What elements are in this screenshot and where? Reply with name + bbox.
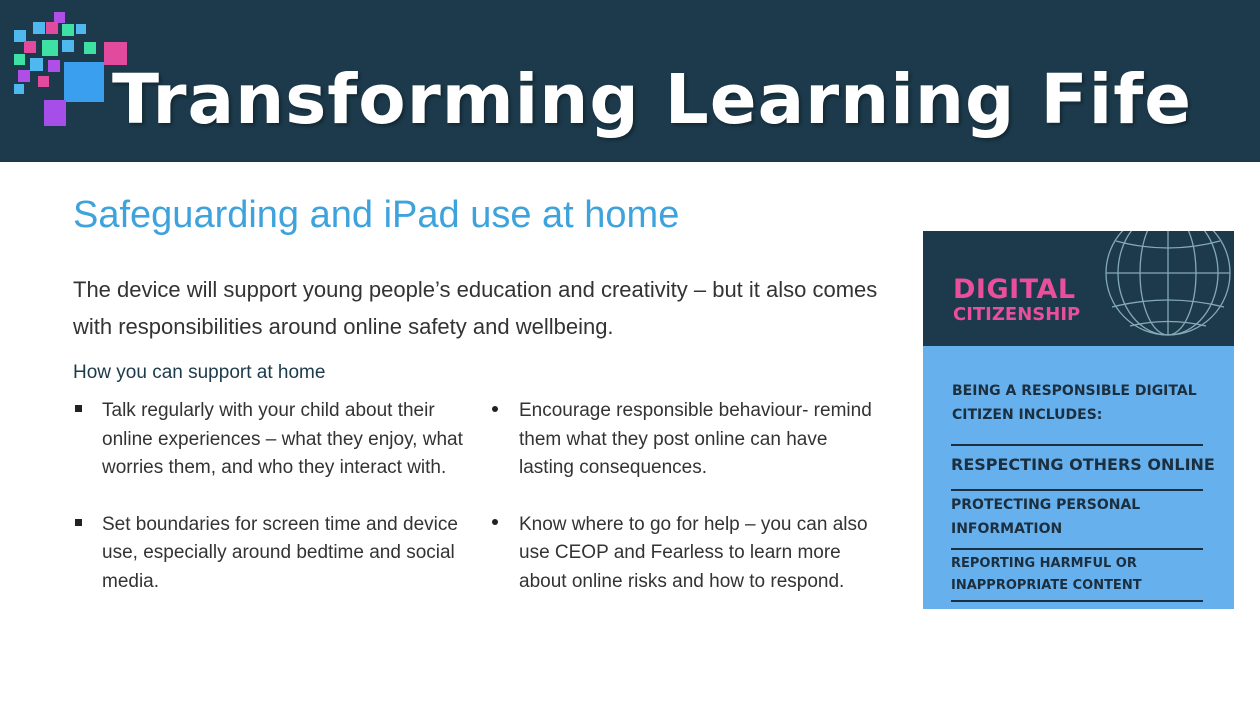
intro-paragraph: The device will support young people’s education and creativity – but it also comes with responsibilities around online safety and wellbeing. <box>73 277 878 339</box>
poster-item: REPORTING HARMFUL OR INAPPROPRIATE CONTENT <box>951 556 1142 593</box>
divider <box>951 548 1203 550</box>
round-bullet-icon <box>490 511 510 540</box>
banner-title: Transforming Learning Fife <box>112 60 1193 140</box>
square-bullet-icon <box>73 511 93 540</box>
divider <box>951 444 1203 446</box>
divider <box>951 489 1203 491</box>
list-item <box>490 397 880 483</box>
header-banner <box>0 0 1260 162</box>
list-item <box>490 511 880 597</box>
poster-header <box>923 231 1234 346</box>
section-subheading: How you can support at home <box>73 362 326 383</box>
list-item-text: Talk regularly with your child about their online experiences – what they enjoy, what worries them, and who they interact with. <box>102 400 463 478</box>
round-bullet-icon <box>490 397 510 426</box>
poster-item: PROTECTING PERSONAL INFORMATION <box>951 497 1141 537</box>
digital-citizenship-poster <box>923 231 1234 609</box>
poster-item: RESPECTING OTHERS ONLINE <box>951 455 1215 474</box>
right-bullet-list <box>490 397 880 624</box>
square-bullet-icon <box>73 397 93 426</box>
poster-title-line2: CITIZENSHIP <box>953 304 1081 325</box>
poster-intro: BEING A RESPONSIBLE DIGITAL CITIZEN INCLUDES: <box>952 383 1197 423</box>
list-item-text: Encourage responsible behaviour- remind them what they post online can have lasting consequences. <box>519 400 872 478</box>
left-bullet-list <box>73 397 483 624</box>
list-item <box>73 511 483 597</box>
poster-title-line1: DIGITAL <box>953 274 1076 305</box>
globe-wireframe-icon <box>1088 231 1234 343</box>
list-item-text: Know where to go for help – you can also use CEOP and Fearless to learn more about online risks and how to respond. <box>519 513 868 592</box>
list-item-text: Set boundaries for screen time and device use, especially around bedtime and social media. <box>102 513 458 592</box>
list-item <box>73 397 483 483</box>
page-title: Safeguarding and iPad use at home <box>73 194 680 236</box>
divider <box>951 600 1203 602</box>
